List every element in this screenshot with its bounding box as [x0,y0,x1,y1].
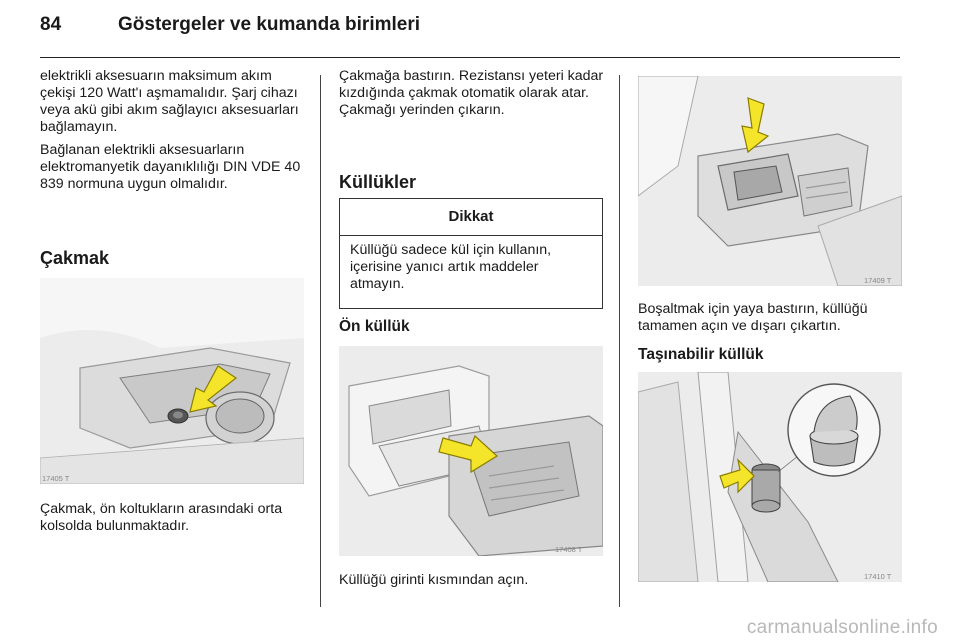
subheading-front-ashtray: Ön küllük [339,318,410,335]
page-number: 84 [40,14,62,35]
figure-portable-ashtray [638,372,902,582]
figure-code-empty-ashtray: 17409 T [864,276,892,285]
paragraph-emc: Bağlanan elektrikli aksesuarların elektromanyetik dayanıklılığı DIN VDE 40 839 normuna uygun olmalıdır. [40,142,301,192]
front-ashtray-illustration [339,346,603,556]
column-2-intro [339,68,607,119]
column-divider-1 [320,75,321,607]
figure-lighter [40,278,304,484]
column-divider-2 [619,75,620,607]
caption-lighter-wrap [40,501,308,535]
watermark: carmanualsonline.info [746,617,938,638]
heading-lighter: Çakmak [40,248,110,268]
caption-front-ashtray-wrap [339,572,607,589]
note-title: Dikkat [340,199,602,236]
paragraph-lighter-usage: Çakmağa bastırın. Rezistansı yeteri kadar kızdığında çakmak otomatik olarak atar. Çakmağı yerinden çıkarın. [339,68,604,118]
warning-note [339,198,603,309]
figure-code-front-ashtray: 17408 T [555,545,583,554]
subheading-portable-ashtray: Taşınabilir küllük [638,346,764,363]
figure-code-portable-ashtray: 17410 T [864,572,892,581]
heading-ashtrays: Küllükler [339,172,417,192]
figure-front-ashtray [339,346,603,556]
figure-empty-ashtray [638,76,902,286]
header-rule [40,57,900,58]
paragraph-max-current: elektrikli aksesuarın maksimum akım çekişi 120 Watt'ı aşmamalıdır. Şarj cihazı veya akü gibi akım sağlayıcı aksesuarları bağlamayın. [40,68,299,135]
portable-ashtray-illustration [638,372,902,582]
caption-empty-ashtray-wrap [638,301,906,335]
note-body: Küllüğü sadece kül için kullanın, içerisine yanıcı artık maddeler atmayın. [350,242,552,292]
page-title: Göstergeler ve kumanda birimleri [118,14,421,35]
caption-empty-ashtray: Boşaltmak için yaya bastırın, küllüğü tamamen açın ve dışarı çıkartın. [638,301,868,334]
caption-front-ashtray: Küllüğü girinti kısmından açın. [339,572,529,588]
column-1-intro [40,68,308,193]
empty-ashtray-illustration [638,76,902,286]
caption-lighter: Çakmak, ön koltukların arasındaki orta kolsolda bulunmaktadır. [40,501,283,534]
lighter-illustration [40,278,304,484]
figure-code-lighter: 17405 T [42,474,70,483]
